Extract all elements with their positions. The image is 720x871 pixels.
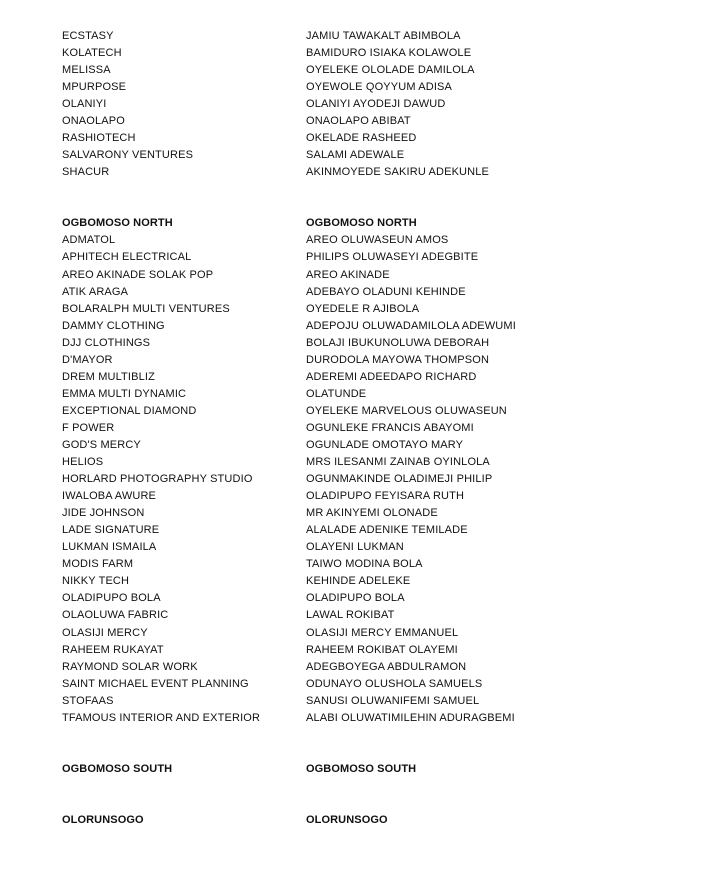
business-name: DREM MULTIBLIZ	[62, 370, 155, 383]
section-spacer	[62, 727, 298, 761]
owner-name: RAHEEM ROKIBAT OLAYEMI	[306, 643, 458, 656]
business-name: ONAOLAPO	[62, 115, 125, 128]
business-name: RASHIOTECH	[62, 132, 136, 145]
owner-name: OYEWOLE QOYYUM ADISA	[306, 81, 453, 94]
business-name: STOFAAS	[62, 694, 114, 707]
business-name: NIKKY TECH	[62, 575, 130, 588]
business-name: HORLARD PHOTOGRAPHY STUDIO	[62, 473, 253, 486]
business-name: SAINT MICHAEL EVENT PLANNING	[62, 677, 249, 690]
business-name: DJJ CLOTHINGS	[62, 336, 151, 349]
section-spacer	[306, 727, 606, 761]
business-name: KOLATECH	[62, 47, 122, 60]
business-name: MODIS FARM	[62, 558, 134, 571]
business-name: HELIOS	[62, 456, 104, 469]
business-name: JIDE JOHNSON	[62, 507, 145, 520]
section-spacer	[62, 181, 298, 215]
owner-name: SANUSI OLUWANIFEMI SAMUEL	[306, 694, 480, 707]
business-name: BOLARALPH MULTI VENTURES	[62, 302, 230, 315]
business-name: SALVARONY VENTURES	[62, 149, 194, 162]
owner-name: AREO OLUWASEUN AMOS	[306, 234, 449, 247]
owner-name: ADEBAYO OLADUNI KEHINDE	[306, 285, 466, 298]
business-name: LUKMAN ISMAILA	[62, 541, 157, 554]
owner-name: OYELEKE OLOLADE DAMILOLA	[306, 64, 475, 77]
business-name: SHACUR	[62, 166, 110, 179]
section-spacer	[306, 778, 606, 812]
owner-name: JAMIU TAWAKALT ABIMBOLA	[306, 30, 461, 42]
owner-name: BAMIDURO ISIAKA KOLAWOLE	[306, 47, 472, 60]
owner-name: OLADIPUPO FEYISARA RUTH	[306, 490, 465, 503]
section-spacer	[62, 778, 298, 812]
owner-name: OLAYENI LUKMAN	[306, 541, 404, 554]
owner-name: OKELADE RASHEED	[306, 132, 417, 145]
owner-name: OLADIPUPO BOLA	[306, 592, 405, 605]
section-heading: OLORUNSOGO	[62, 813, 144, 826]
business-name: APHITECH ELECTRICAL	[62, 251, 192, 264]
business-name: MPURPOSE	[62, 81, 127, 94]
owner-name: AREO AKINADE	[306, 268, 390, 281]
owner-name: DURODOLA MAYOWA THOMPSON	[306, 353, 490, 366]
business-name: ATIK ARAGA	[62, 285, 129, 298]
business-name: LADE SIGNATURE	[62, 524, 160, 537]
owner-name: OGUNLADE OMOTAYO MARY	[306, 438, 464, 451]
owner-name: OLANIYI AYODEJI DAWUD	[306, 98, 446, 111]
section-heading: OGBOMOSO NORTH	[306, 217, 417, 230]
business-name: GOD'S MERCY	[62, 438, 141, 451]
owner-name: MRS ILESANMI ZAINAB OYINLOLA	[306, 456, 490, 469]
owner-name: SALAMI ADEWALE	[306, 149, 405, 162]
owner-name: OLATUNDE	[306, 387, 367, 400]
business-name: ADMATOL	[62, 234, 116, 247]
owner-name: ADEREMI ADEEDAPO RICHARD	[306, 370, 477, 383]
owner-name: PHILIPS OLUWASEYI ADEGBITE	[306, 251, 479, 264]
business-name: ECSTASY	[62, 30, 114, 42]
section-heading: OGBOMOSO SOUTH	[306, 762, 417, 775]
owner-name: OLASIJI MERCY EMMANUEL	[306, 626, 459, 639]
business-name: EXCEPTIONAL DIAMOND	[62, 404, 197, 417]
owner-name: ONAOLAPO ABIBAT	[306, 115, 411, 128]
business-name: EMMA MULTI DYNAMIC	[62, 387, 187, 400]
owner-name: KEHINDE ADELEKE	[306, 575, 411, 588]
owner-name: ODUNAYO OLUSHOLA SAMUELS	[306, 677, 483, 690]
section-heading: OGBOMOSO NORTH	[62, 217, 173, 230]
business-name: TFAMOUS INTERIOR AND EXTERIOR	[62, 711, 261, 724]
owner-name: OYEDELE R AJIBOLA	[306, 302, 420, 315]
owner-name: TAIWO MODINA BOLA	[306, 558, 423, 571]
business-name: OLADIPUPO BOLA	[62, 592, 161, 605]
business-name: F POWER	[62, 421, 115, 434]
business-name: OLASIJI MERCY	[62, 626, 148, 639]
business-name: RAYMOND SOLAR WORK	[62, 660, 198, 673]
section-heading: OLORUNSOGO	[306, 813, 388, 826]
owner-name: ALABI OLUWATIMILEHIN ADURAGBEMI	[306, 711, 515, 724]
owner-name: OGUNMAKINDE OLADIMEJI PHILIP	[306, 473, 493, 486]
owner-name: OYELEKE MARVELOUS OLUWASEUN	[306, 404, 507, 417]
owner-name: ADEGBOYEGA ABDULRAMON	[306, 660, 467, 673]
business-name: DAMMY CLOTHING	[62, 319, 165, 332]
business-name: IWALOBA AWURE	[62, 490, 157, 503]
owner-name: OGUNLEKE FRANCIS ABAYOMI	[306, 421, 474, 434]
business-name-column	[62, 28, 298, 829]
owner-name: BOLAJI IBUKUNOLUWA DEBORAH	[306, 336, 490, 349]
business-name: MELISSA	[62, 64, 111, 77]
owner-name: LAWAL ROKIBAT	[306, 609, 395, 622]
business-name: D'MAYOR	[62, 353, 113, 366]
section-spacer	[306, 181, 606, 215]
section-heading: OGBOMOSO SOUTH	[62, 762, 173, 775]
business-name: OLANIYI	[62, 98, 107, 111]
owner-name: ADEPOJU OLUWADAMILOLA ADEWUMI	[306, 319, 516, 332]
owner-name-column	[306, 28, 606, 829]
owner-name: MR AKINYEMI OLONADE	[306, 507, 438, 520]
business-name: OLAOLUWA FABRIC	[62, 609, 169, 622]
business-name: RAHEEM RUKAYAT	[62, 643, 164, 656]
business-name: AREO AKINADE SOLAK POP	[62, 268, 214, 281]
owner-name: AKINMOYEDE SAKIRU ADEKUNLE	[306, 166, 490, 179]
owner-name: ALALADE ADENIKE TEMILADE	[306, 524, 468, 537]
